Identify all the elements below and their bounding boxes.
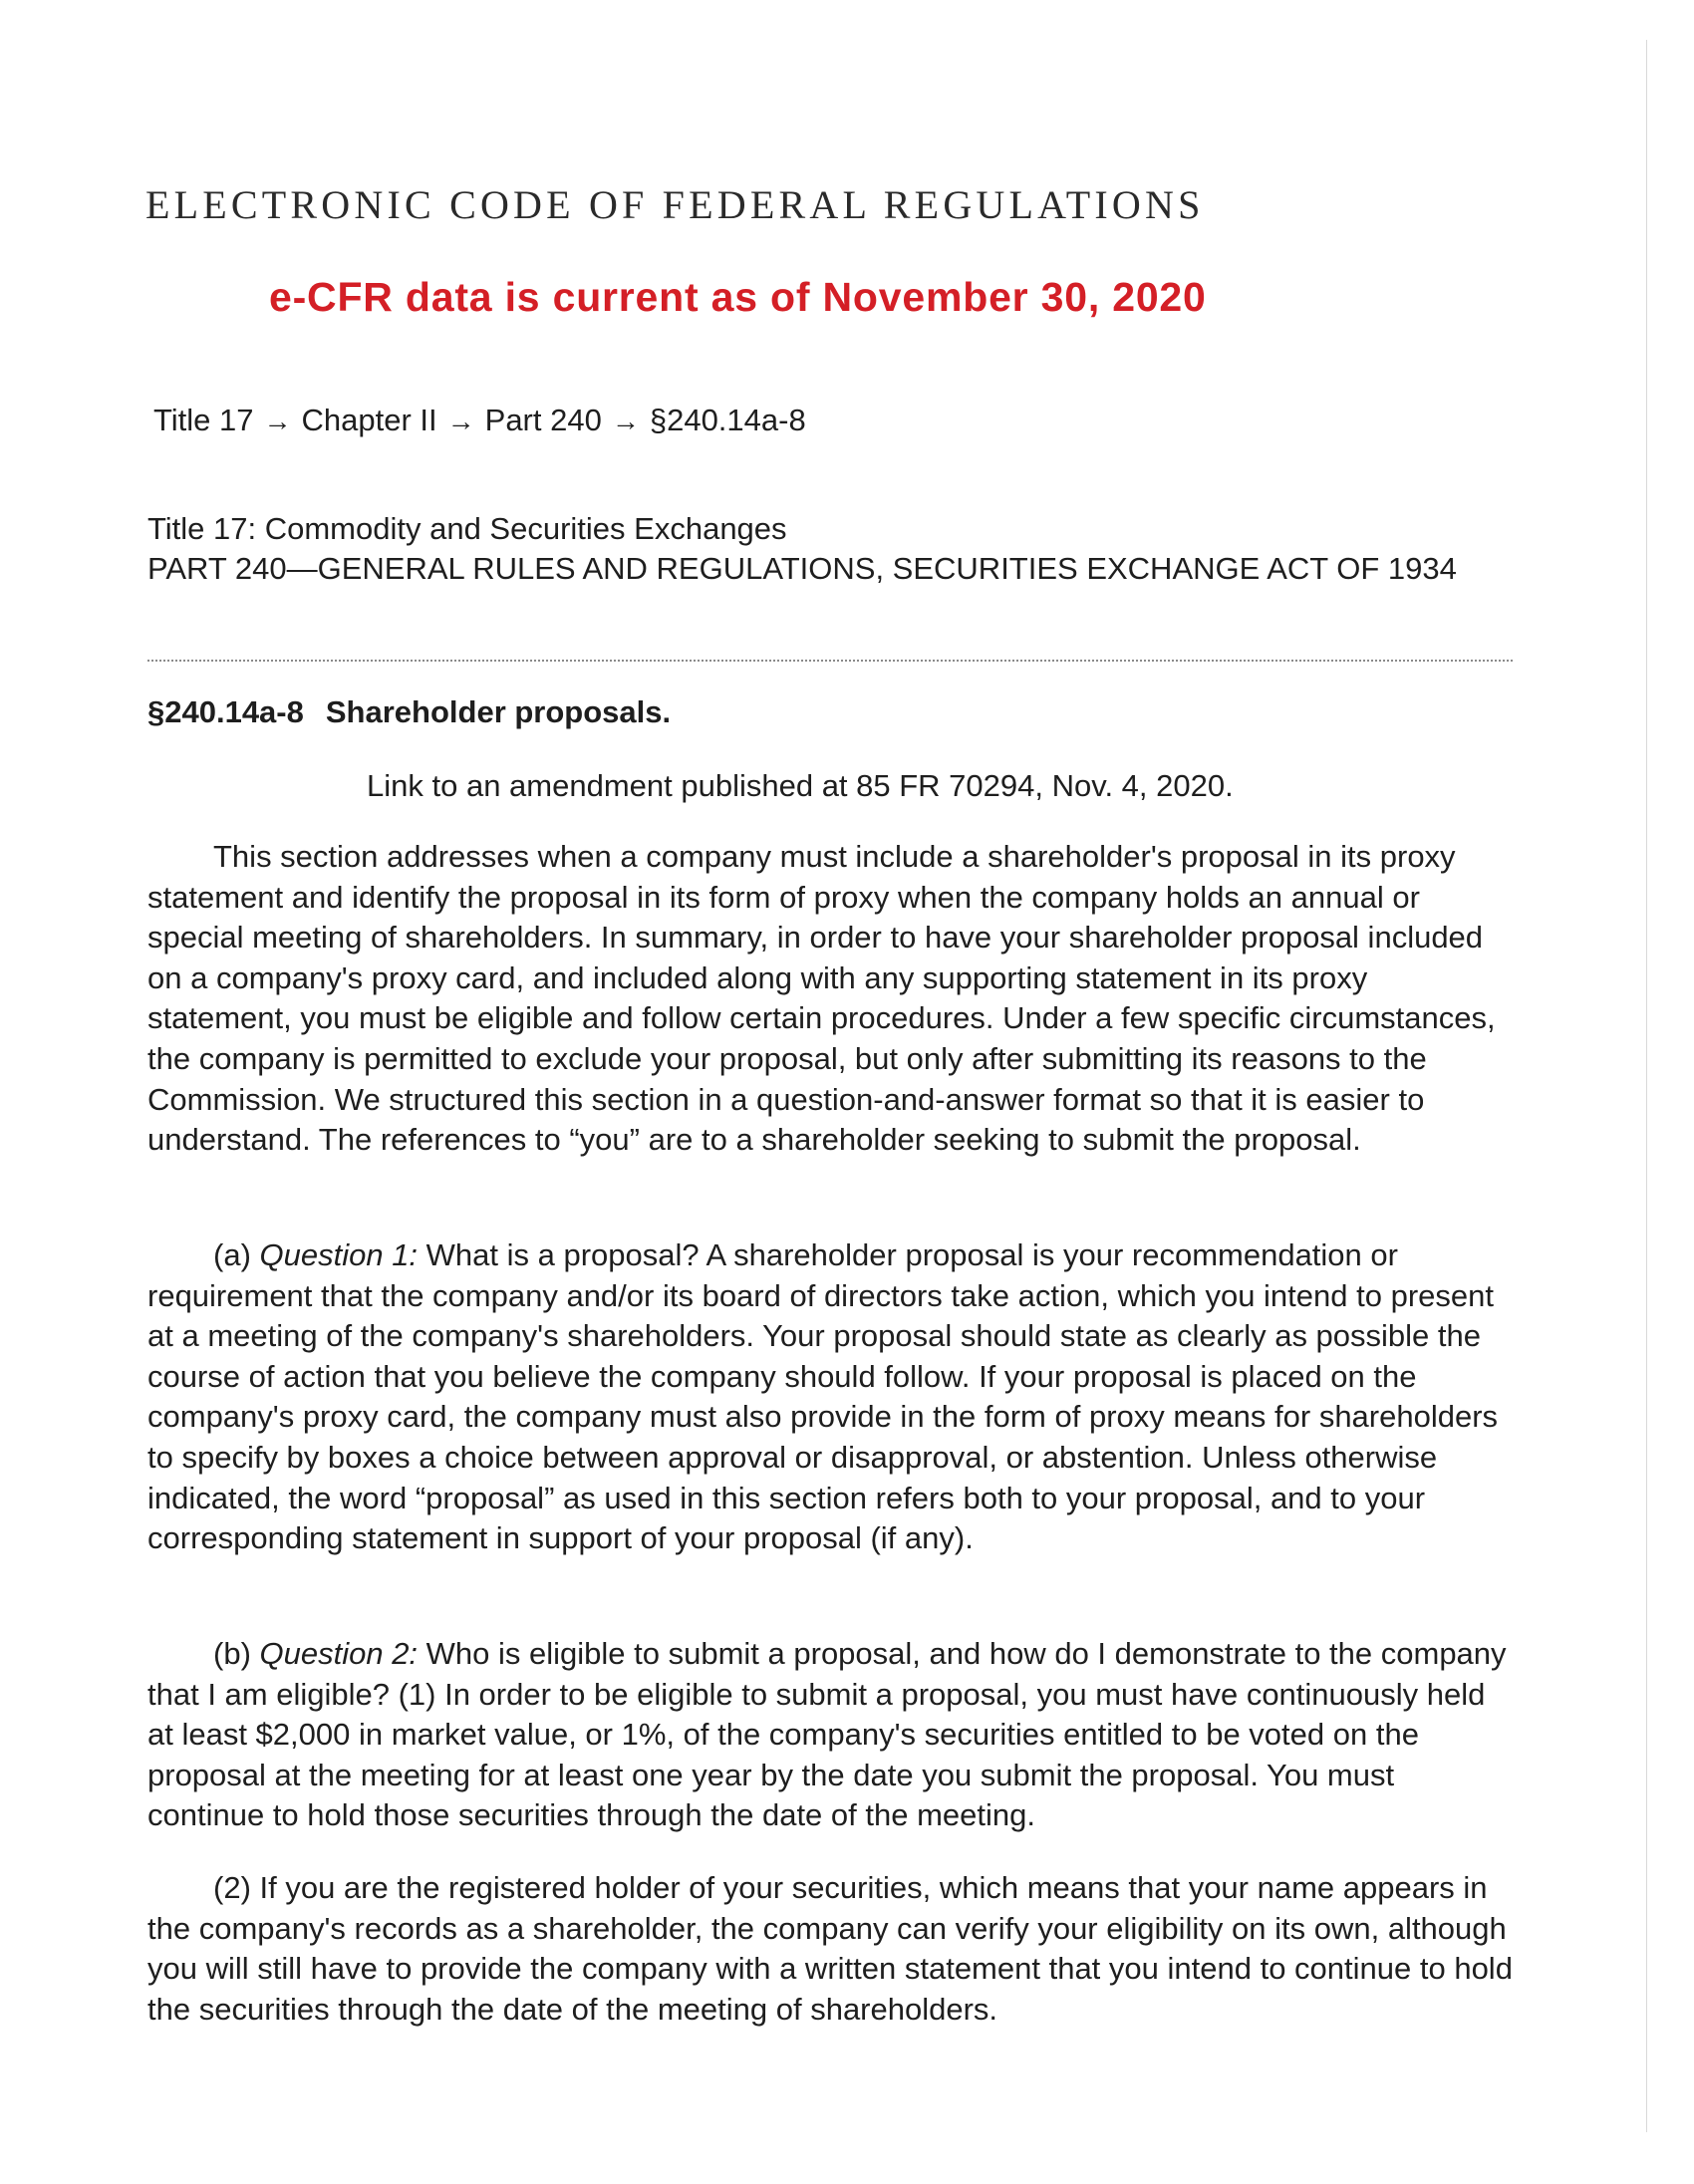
breadcrumb-part[interactable]: Part 240 <box>484 403 602 437</box>
intro-paragraph: This section addresses when a company must include a shareholder's proposal in its proxy statement and identify the proposal in its form of proxy when the company holds an annual or special meeting of shareholders. In summary, in order to have your shareholder proposal included on a company's proxy card, and included along with any supporting statement in its proxy statement, you must be eligible and follow certain procedures. Under a few specific circumstances, the company is permitted to exclude your proposal, but only after submitting its reasons to the Commission. We structured this section in a question-and-answer format so that it is easier to understand. The references to “you” are to a shareholder seeking to submit the proposal. <box>147 839 1496 1158</box>
breadcrumb-chapter[interactable]: Chapter II <box>301 403 437 437</box>
paragraph-a <box>147 1235 1515 1559</box>
section-divider <box>147 660 1513 662</box>
breadcrumb-section: §240.14a-8 <box>649 403 806 437</box>
section-subject: Shareholder proposals. <box>325 694 672 729</box>
paragraph-b-text: Who is eligible to submit a proposal, and how do I demonstrate to the company that I am eligible? (1) In order to be eligible to submit a proposal, you must have continuously held at least $2,000 in market value, or 1%, of the company's securities entitled to be voted on the proposal at the meeting for at least one year by the date you submit the proposal. You must continue to hold those securities through the date of the meeting. <box>147 1636 1507 1833</box>
scan-edge-line <box>1646 40 1647 2132</box>
amendment-link[interactable]: Link to an amendment published at 85 FR 70294, Nov. 4, 2020. <box>367 768 1234 803</box>
arrow-right-icon: → <box>611 406 640 436</box>
section-number: §240.14a-8 <box>147 694 304 729</box>
arrow-right-icon: → <box>446 406 475 436</box>
paragraph-b-prefix: (b) <box>213 1636 260 1671</box>
paragraph-b <box>147 1634 1515 1836</box>
title-part-heading <box>147 509 1543 589</box>
arrow-right-icon: → <box>263 406 292 436</box>
title-line: Title 17: Commodity and Securities Exchanges <box>147 511 787 546</box>
section-heading <box>147 694 671 730</box>
breadcrumb <box>153 403 806 438</box>
document-title: ELECTRONIC CODE OF FEDERAL REGULATIONS <box>145 182 1205 227</box>
breadcrumb-title[interactable]: Title 17 <box>153 403 254 437</box>
paragraph-a-text: What is a proposal? A shareholder proposal is your recommendation or requirement that the company and/or its board of directors take action, which you intend to present at a meeting of the company's shareholders. Your proposal should state as clearly as possible the course of action that you believe the company should follow. If your proposal is placed on the company's proxy card, the company must also provide in the form of proxy means for shareholders to specify by boxes a choice between approval or disapproval, or abstention. Unless otherwise indicated, the word “proposal” as used in this section refers both to your proposal, and to your corresponding statement in support of your proposal (if any). <box>147 1237 1499 1556</box>
paragraph-a-prefix: (a) <box>213 1237 260 1272</box>
currency-note: e-CFR data is current as of November 30, 2020 <box>269 274 1207 320</box>
paragraph-b2: (2) If you are the registered holder of your securities, which means that your name appears in the company's records as a shareholder, the company can verify your eligibility on its own, although you will still have to provide the company with a written statement that you intend to continue to hold the securities through the date of the meeting of shareholders. <box>147 1870 1513 2027</box>
question-1-label: Question 1: <box>259 1237 419 1272</box>
question-2-label: Question 2: <box>259 1636 419 1671</box>
part-line: PART 240—GENERAL RULES AND REGULATIONS, SECURITIES EXCHANGE ACT OF 1934 <box>147 551 1457 586</box>
